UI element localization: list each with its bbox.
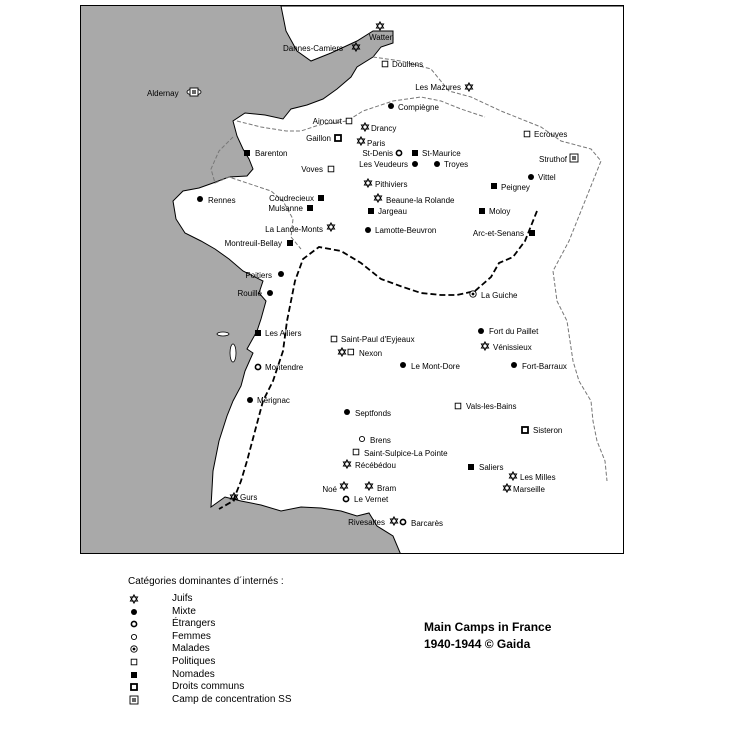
camp-label: Paris	[367, 139, 386, 148]
camp-label: Barcarès	[411, 519, 444, 528]
camp-marker-nomades	[307, 205, 313, 211]
legend-item-droits	[128, 681, 368, 694]
camp-marker-nomades	[479, 208, 485, 214]
legend-symbol-femmes	[128, 631, 140, 643]
camp-label: La Guiche	[481, 291, 518, 300]
camp-label: Coudrecieux	[269, 194, 314, 203]
camp-label: Sisteron	[533, 426, 563, 435]
legend	[128, 576, 378, 716]
camp-label: Rivesaltes	[348, 518, 385, 527]
camp-label: Rouillé	[237, 289, 262, 298]
camp-marker-politiques	[353, 449, 359, 455]
region-label: Aldernay	[147, 89, 179, 98]
camp-label: La Lande-Monts	[265, 225, 323, 234]
camp-marker-mixte	[247, 397, 253, 403]
camp-marker-mixte	[511, 362, 517, 368]
camp-marker-etrangers	[400, 519, 405, 524]
camp-label: Ecrouves	[534, 130, 568, 139]
camp-marker-mixte	[528, 174, 534, 180]
camps-map	[80, 5, 624, 554]
camp-label: Drancy	[371, 124, 397, 133]
legend-symbol-ss	[128, 694, 140, 706]
legend-item-ss	[128, 694, 368, 707]
camp-label: Fort du Paillet	[489, 327, 539, 336]
camp-label: Les Veudeurs	[359, 160, 408, 169]
camp-marker-mixte	[365, 227, 371, 233]
legend-symbol-malades	[128, 643, 140, 655]
camp-label: Les Alliers	[265, 329, 302, 338]
camp-label: Bram	[377, 484, 397, 493]
legend-symbol-politiques	[128, 656, 140, 668]
camp-label: Voves	[301, 165, 323, 174]
camp-label: Brens	[370, 436, 391, 445]
camp-label: Peigney	[501, 183, 530, 192]
legend-label: Mixte	[172, 605, 196, 617]
camp-marker-politiques	[455, 403, 461, 409]
camp-marker-politiques	[328, 166, 334, 172]
camp-marker-mixte	[267, 290, 273, 296]
legend-title: Catégories dominantes d´internés :	[128, 576, 284, 587]
region-labels	[147, 44, 343, 98]
camp-label: Montendre	[265, 363, 304, 372]
camp-label: St-Denis	[362, 149, 393, 158]
camp-label: Vénissieux	[493, 343, 532, 352]
camp-label: Montreuil-Bellay	[224, 239, 282, 248]
camp-label: Les Mazures	[415, 83, 461, 92]
camp-label: Barenton	[255, 149, 288, 158]
camp-label: Lamotte-Beuvron	[375, 226, 437, 235]
camp-marker-mixte	[478, 328, 484, 334]
camp-label: Pithiviers	[375, 180, 408, 189]
camp-label: Compiègne	[398, 103, 439, 112]
camp-marker-politiques	[346, 118, 352, 124]
camp-label: Mulsanne	[268, 204, 303, 213]
legend-item-etrangers	[128, 618, 368, 631]
camp-label: Saint-Paul d'Eyjeaux	[341, 335, 415, 344]
island-oleron	[230, 344, 236, 362]
camp-label: Nexon	[359, 349, 383, 358]
legend-item-nomades	[128, 669, 368, 682]
camp-label: Saliers	[479, 463, 504, 472]
camp-label: Arc-et-Senans	[472, 229, 524, 238]
camp-label: Aincourt	[312, 117, 342, 126]
camp-label: Récébédou	[355, 461, 396, 470]
camp-label: Le Mont-Dore	[411, 362, 460, 371]
camp-label: Noé	[322, 485, 337, 494]
map-caption	[424, 619, 551, 653]
camp-marker-juifs	[352, 43, 359, 51]
legend-symbol-mixte	[128, 606, 140, 618]
camp-marker-etrangers	[343, 496, 348, 501]
camp-marker-mixte	[278, 271, 284, 277]
camp-marker-nomades	[468, 464, 474, 470]
camp-label: Le Vernet	[354, 495, 389, 504]
legend-label: Droits communs	[172, 681, 245, 693]
camp-label: Moloy	[489, 207, 511, 216]
legend-symbol-droits	[128, 681, 140, 693]
camp-marker-politiques	[331, 336, 337, 342]
camp-label: Vittel	[538, 173, 556, 182]
legend-label: Politiques	[172, 656, 216, 667]
camp-marker-droits	[522, 427, 528, 433]
camp-marker-nomades	[491, 183, 497, 189]
camp-label: Watten	[369, 33, 395, 42]
island-re	[217, 332, 229, 336]
camp-label: Marseille	[513, 485, 546, 494]
camp-label: Vals-les-Bains	[466, 402, 517, 411]
camp-marker-ss	[190, 88, 198, 96]
camp-marker-etrangers	[255, 364, 260, 369]
camp-marker-ss	[570, 154, 578, 162]
camp-label: Troyes	[444, 160, 469, 169]
camp-label: Les Milles	[520, 473, 556, 482]
legend-symbol-etrangers	[128, 618, 140, 630]
legend-item-mixte	[128, 606, 368, 619]
map-canvas	[81, 6, 624, 554]
camp-label: Doullens	[392, 60, 424, 69]
camp-label: Rennes	[208, 196, 236, 205]
region-label: Dannes-Camiers	[283, 44, 344, 53]
camp-label: Beaune-la Rolande	[386, 196, 455, 205]
camp-marker-malades	[470, 291, 476, 297]
camp-marker-mixte	[344, 409, 350, 415]
camp-label: Poitiers	[245, 271, 272, 280]
camp-marker-etrangers	[396, 150, 401, 155]
land-mass	[173, 6, 624, 554]
camp-label: Fort-Barraux	[522, 362, 567, 371]
camp-label: Struthof	[538, 155, 567, 164]
camp-label: Mérignac	[257, 396, 290, 405]
legend-label: Juifs	[172, 593, 193, 604]
camp-marker-femmes	[359, 436, 364, 441]
legend-label: Camp de concentration SS	[172, 693, 292, 705]
camp-marker-mixte	[388, 103, 394, 109]
camp-marker-nomades	[318, 195, 324, 201]
camp-marker-politiques	[524, 131, 530, 137]
caption-title: Main Camps in France	[424, 620, 552, 634]
camp-marker-mixte	[197, 196, 203, 202]
camp-label: Gaillon	[306, 134, 331, 143]
camp-marker-nomades	[529, 230, 535, 236]
legend-symbol-nomades	[128, 669, 140, 681]
legend-label: Femmes	[172, 630, 211, 642]
legend-label: Nomades	[172, 668, 215, 680]
camp-marker-mixte	[434, 161, 440, 167]
legend-item-juifs	[128, 593, 368, 606]
camp-marker-nomades	[287, 240, 293, 246]
legend-item-femmes	[128, 631, 368, 644]
camp-label: Jargeau	[378, 207, 407, 216]
camp-marker-mixte	[412, 161, 418, 167]
legend-symbol-juifs	[128, 593, 140, 605]
camp-marker-nomades	[244, 150, 250, 156]
camp-marker-nomades	[255, 330, 261, 336]
legend-label: Malades	[172, 643, 210, 655]
camp-label: Gurs	[240, 493, 258, 502]
legend-label: Étrangers	[172, 618, 216, 630]
camp-marker-nomades	[412, 150, 418, 156]
legend-item-politiques	[128, 656, 368, 669]
camp-marker-nomades	[368, 208, 374, 214]
legend-item-malades	[128, 643, 368, 656]
camp-label: Saint-Sulpice-La Pointe	[364, 449, 448, 458]
camp-marker-mixte	[400, 362, 406, 368]
camp-label: Septfonds	[355, 409, 392, 418]
camp-label: St-Maurice	[422, 149, 461, 158]
caption-credit: 1940-1944 © Gaida	[424, 637, 531, 651]
camp-marker-politiques	[382, 61, 388, 67]
camp-marker-droits	[335, 135, 341, 141]
